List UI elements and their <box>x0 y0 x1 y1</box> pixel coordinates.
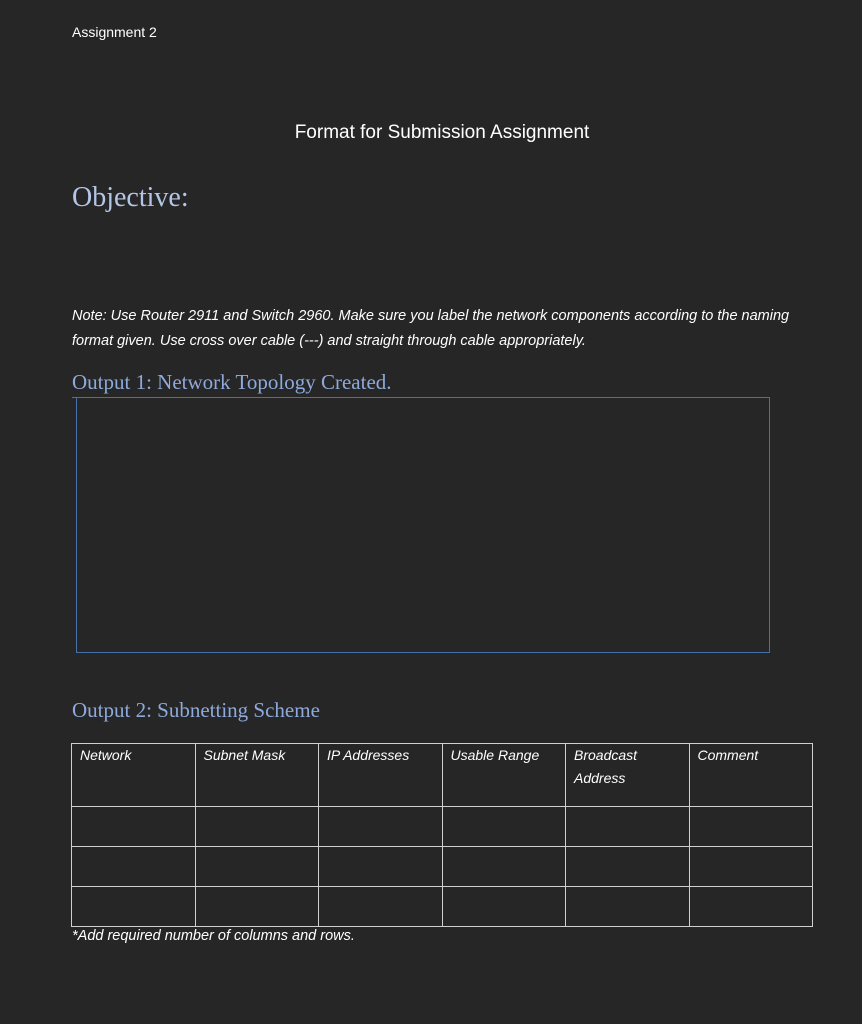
table-cell[interactable] <box>319 847 443 887</box>
topology-placeholder-box[interactable] <box>76 397 770 653</box>
table-cell[interactable] <box>195 887 319 927</box>
table-cell[interactable] <box>442 847 566 887</box>
table-cell[interactable] <box>442 807 566 847</box>
table-cell[interactable] <box>566 887 690 927</box>
output2-heading: Output 2: Subnetting Scheme <box>72 698 320 722</box>
table-footnote: *Add required number of columns and rows. <box>72 928 355 944</box>
column-header-subnet-mask: Subnet Mask <box>195 744 319 807</box>
subnetting-table <box>71 743 813 927</box>
table-cell[interactable] <box>72 807 196 847</box>
column-header-network: Network <box>72 744 196 807</box>
table-cell[interactable] <box>319 807 443 847</box>
table-cell[interactable] <box>195 807 319 847</box>
table-row <box>72 807 813 847</box>
document-title: Format for Submission Assignment <box>294 122 590 143</box>
note-paragraph: Note: Use Router 2911 and Switch 2960. Make sure you label the network components according to the naming format given. Use cross over cable (---) and straight through cable appropriately. <box>72 308 790 349</box>
table-row <box>72 847 813 887</box>
table-cell[interactable] <box>72 847 196 887</box>
table-cell[interactable] <box>689 807 813 847</box>
table-header-row <box>72 744 813 807</box>
table-cell[interactable] <box>72 887 196 927</box>
document-header: Assignment 2 <box>72 24 157 40</box>
table-cell[interactable] <box>566 847 690 887</box>
table-cell[interactable] <box>689 887 813 927</box>
table-cell[interactable] <box>689 847 813 887</box>
output1-heading: Output 1: Network Topology Created. <box>72 370 392 394</box>
column-header-ip-addresses: IP Addresses <box>319 744 443 807</box>
table-cell[interactable] <box>319 887 443 927</box>
table-cell[interactable] <box>566 807 690 847</box>
objective-heading: Objective: <box>72 182 189 213</box>
column-header-usable-range: Usable Range <box>442 744 566 807</box>
table-cell[interactable] <box>195 847 319 887</box>
table-cell[interactable] <box>442 887 566 927</box>
table-row <box>72 887 813 927</box>
column-header-comment: Comment <box>689 744 813 807</box>
column-header-broadcast-address: Broadcast Address <box>566 744 690 807</box>
